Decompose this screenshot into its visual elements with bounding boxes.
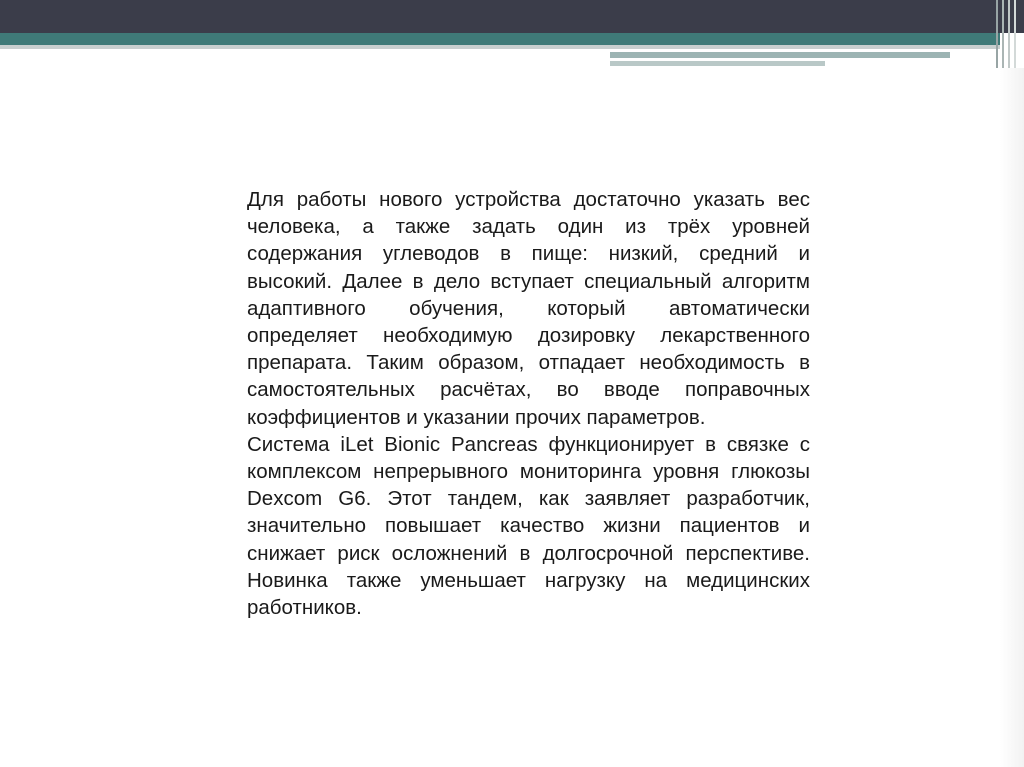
paragraph: Система iLet Bionic Pancreas функционирует в связке с комплексом непрерывного мониторинга уровня глюкозы Dexcom G6. Этот тандем, как заявляет разработчик, значительно повышает качество жизни пациентов и снижает риск осложнений в долгосрочной перспективе. Новинка также уменьшает нагрузку на медицинских работников. (247, 432, 810, 620)
page-edge-line (1014, 0, 1016, 68)
page-edge-shadow (1000, 68, 1024, 767)
slide-body-text (247, 186, 810, 621)
page-edge-line (1002, 0, 1004, 68)
paragraph: Для работы нового устройства достаточно указать вес человека, а также задать один из трёх уровней содержания углеводов в пище: низкий, средний и высокий. Далее в дело вступает специальный алгоритм адаптивного обучения, который автоматически определяет необходимую дозировку лекарственного препарата. Таким образом, отпадает необходимость в самостоятельных расчётах, во вводе поправочных коэффициентов и указании прочих параметров. (247, 188, 810, 429)
page-edge-line (996, 0, 998, 68)
header-grey-band (0, 45, 1000, 49)
header-teal-band (0, 33, 1000, 45)
header-accent-line-short (610, 61, 825, 66)
header-dark-band (0, 0, 1024, 33)
page-edge-line (1008, 0, 1010, 68)
header-accent-line (610, 52, 950, 58)
